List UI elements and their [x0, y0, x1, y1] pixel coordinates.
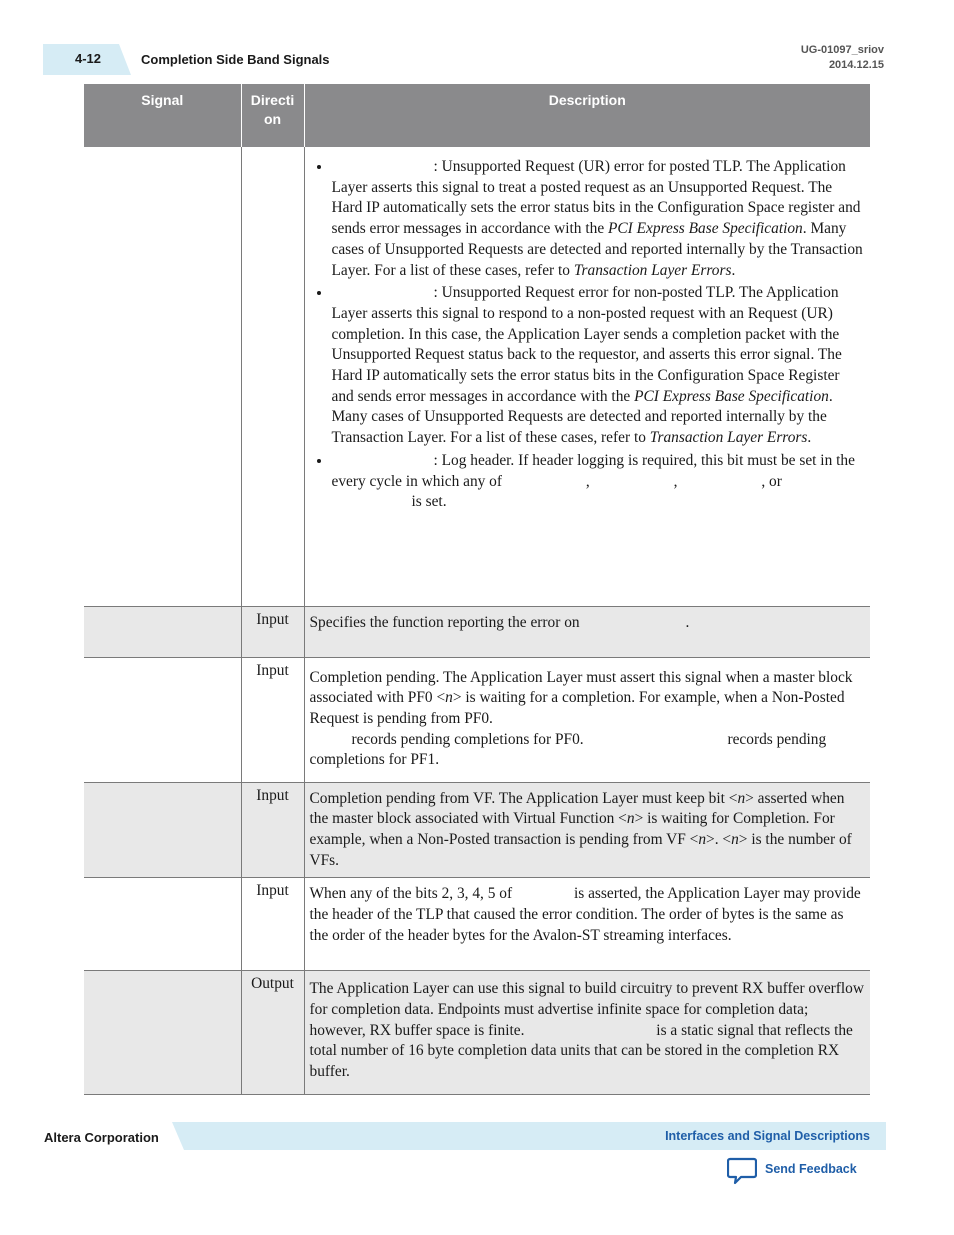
bullet-item [332, 157, 866, 281]
italic-text: PCI Express Base Specification [634, 387, 829, 405]
italic-text: n [737, 789, 746, 807]
text-run: > is waiting for Completion. For example, when a Non-Posted transaction is pending from VF < [309, 810, 835, 848]
col-header-description: Description [304, 84, 870, 147]
bullet-text [332, 158, 863, 279]
table-row [84, 782, 870, 878]
text-run: : Unsupported Request (UR) error for posted TLP. The Application Layer asserts this signal to treat a posted request as an Unsupported Request. The Hard IP automatically sets the error status bits in the Configuration Space register and sends error messages in accordance with the [331, 158, 861, 238]
description-cell: Specifies the function reporting the error on . [304, 606, 870, 657]
text-run: : Unsupported Request error for non-posted TLP. The Application Layer asserts this signal to respond to a non-posted request with an Request (UR) completion. In this case, the Application Layer sends a completion packet with the Unsupported Request status back to the requestor, and asserts this error signal. The Hard IP automatically sets the error status bits in the Configuration Space Register and sends error messages in accordance with the [331, 284, 842, 405]
italic-text: Transaction Layer Errors [649, 429, 808, 447]
bullet-list [310, 157, 866, 513]
signal-cell [84, 878, 241, 971]
direction-cell [241, 147, 304, 606]
description-cell: Completion pending. The Application Layer must assert this signal when a master block associated with PF0 <n> is waiting for a completion. For example, when a Non-Posted Request is pending from PF0. records pending completions for PF0. records pending completions for PF1. [304, 657, 870, 782]
table-row [84, 657, 870, 782]
description-cell [304, 147, 870, 606]
description-cell: When any of the bits 2, 3, 4, 5 of is asserted, the Application Layer may provide the header of the TLP that caused the error condition. The order of bytes is the same as the order of the header bytes for the Avalon-ST streaming interfaces. [304, 878, 870, 971]
table-row [84, 606, 870, 657]
send-feedback-label: Send Feedback [765, 1162, 857, 1176]
description-cell: The Application Layer can use this signal to build circuitry to prevent RX buffer overflow for completion data. Endpoints must advertise infinite space for completion data; however, RX buffer space is finite. is a static signal that reflects the total number of 16 byte completion data units that can be stored in the completion RX buffer. [304, 971, 870, 1095]
italic-text: n [626, 810, 635, 828]
text-run: Completion pending from VF. The Application Layer must keep bit < [309, 789, 738, 807]
page-number: 4-12 [75, 51, 102, 66]
doc-id: UG-01097_sriov [800, 44, 884, 56]
italic-text: PCI Express Base Specification [608, 220, 803, 238]
text-run: . [731, 261, 736, 279]
direction-cell: Input [241, 878, 304, 971]
text-run: > asserted when the master block associated with Virtual Function < [309, 789, 845, 828]
italic-text: Transaction Layer Errors [573, 261, 732, 279]
direction-cell: Input [241, 782, 304, 878]
italic-text: n [698, 830, 707, 848]
table-row [84, 971, 870, 1095]
signal-cell [84, 971, 241, 1095]
bullet-text [332, 284, 842, 446]
section-title: Completion Side Band Signals [141, 52, 330, 67]
send-feedback-link[interactable] [727, 1157, 857, 1187]
text-run: . Many cases of Unsupported Requests are detected and reported internally by the Transaction Layer. For a list of these cases, refer to [331, 387, 833, 447]
table-header-row [84, 84, 870, 147]
doc-date: 2014.12.15 [828, 59, 884, 71]
bullet-item: • : Log header. If header logging is required, this bit must be set in the every cycle in which any of , , , or is set. [332, 451, 866, 513]
italic-text: n [731, 830, 739, 848]
signal-cell [84, 147, 241, 606]
text-run: > is the number of VFs. [309, 830, 852, 869]
direction-cell: Input [241, 606, 304, 657]
doc-info [801, 43, 884, 73]
speech-bubble-icon [727, 1157, 757, 1190]
table-row [84, 147, 870, 606]
col-header-signal: Signal [84, 84, 241, 147]
text-run: >. < [706, 830, 732, 848]
signal-cell [84, 606, 241, 657]
bullet-item [332, 283, 866, 449]
table-row [84, 878, 870, 971]
company-name: Altera Corporation [44, 1130, 159, 1145]
direction-cell: Input [241, 657, 304, 782]
signal-table [84, 84, 870, 1095]
signal-cell [84, 657, 241, 782]
text-run: . Many cases of Unsupported Requests are detected and reported internally by the Transaction Layer. For a list of these cases, refer to [331, 220, 863, 279]
col-header-direction: Directi on [241, 84, 304, 147]
signal-cell [84, 782, 241, 878]
direction-cell: Output [241, 971, 304, 1095]
description-cell [304, 782, 870, 878]
footer-section-link[interactable]: Interfaces and Signal Descriptions [665, 1129, 870, 1143]
text-run: . [807, 429, 812, 447]
